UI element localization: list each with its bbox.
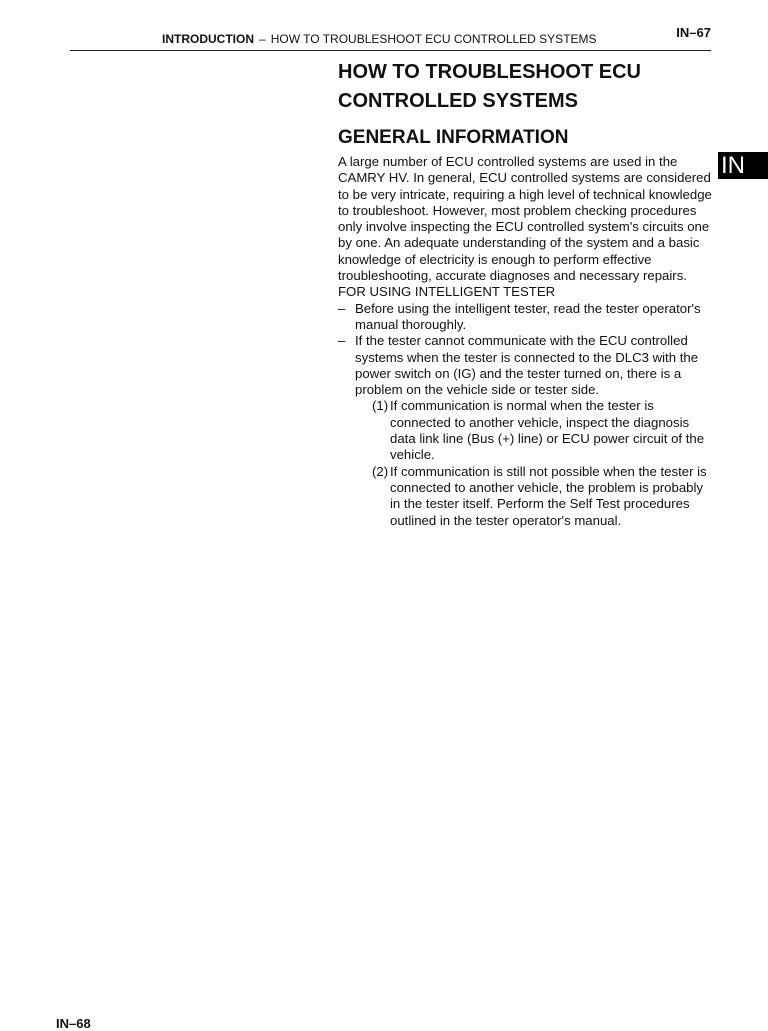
dash-list-item xyxy=(338,333,713,529)
header-subtitle: HOW TO TROUBLESHOOT ECU CONTROLLED SYSTEMS xyxy=(270,32,597,46)
number-marker: (2) xyxy=(372,463,389,479)
page-title xyxy=(338,58,713,116)
number-marker: (1) xyxy=(372,398,389,414)
dash-list-item xyxy=(338,301,713,334)
numbered-item-text: If communication is normal when the tester is connected to another vehicle, inspect the diagnosis data link line (Bus (+) line) or ECU power circuit of the vehicle. xyxy=(390,398,705,463)
numbered-item-text: If communication is still not possible when the tester is connected to another vehicle, the problem is probably in the tester itself. Perform the Self Test procedures outlined in the tester operator's manual. xyxy=(390,463,707,528)
dash-item-text: If the tester cannot communicate with the ECU controlled systems when the tester is connected to the DLC3 with the power switch on (IG) and the tester turned on, there is a problem on the vehicle side or tester side. xyxy=(355,333,699,398)
main-content xyxy=(338,58,713,529)
dash-marker: – xyxy=(338,300,346,316)
body-text xyxy=(338,154,713,529)
running-header xyxy=(162,32,597,46)
header-separator: – xyxy=(259,32,266,46)
dash-list xyxy=(338,301,713,529)
section-tab: IN xyxy=(718,152,768,179)
page-title-line-2: CONTROLLED SYSTEMS xyxy=(338,90,579,112)
footer-page-number: IN–68 xyxy=(56,1016,91,1031)
dash-marker: – xyxy=(338,333,346,349)
intro-paragraph: A large number of ECU controlled systems are used in the CAMRY HV. In general, ECU controlled systems are considered to be very intricate, requiring a high level of technical knowledge to troubleshoot. However, most problem checking procedures only involve inspecting the ECU controlled system's circuits one by one. An adequate understanding of the system and a basic knowledge of electricity is enough to perform effective troubleshooting, accurate diagnoses and necessary repairs. xyxy=(338,154,712,284)
dash-item-text: Before using the intelligent tester, read the tester operator's manual thoroughly. xyxy=(355,300,701,332)
page-header xyxy=(70,24,711,51)
numbered-list-item xyxy=(355,464,713,529)
section-heading: GENERAL INFORMATION xyxy=(338,127,569,148)
page-number: IN–67 xyxy=(676,25,711,40)
numbered-list xyxy=(355,398,713,528)
tester-subheading: FOR USING INTELLIGENT TESTER xyxy=(338,284,556,300)
header-section-name: INTRODUCTION xyxy=(162,32,254,46)
numbered-list-item xyxy=(355,398,713,463)
page-title-line-1: HOW TO TROUBLESHOOT ECU xyxy=(338,61,641,83)
